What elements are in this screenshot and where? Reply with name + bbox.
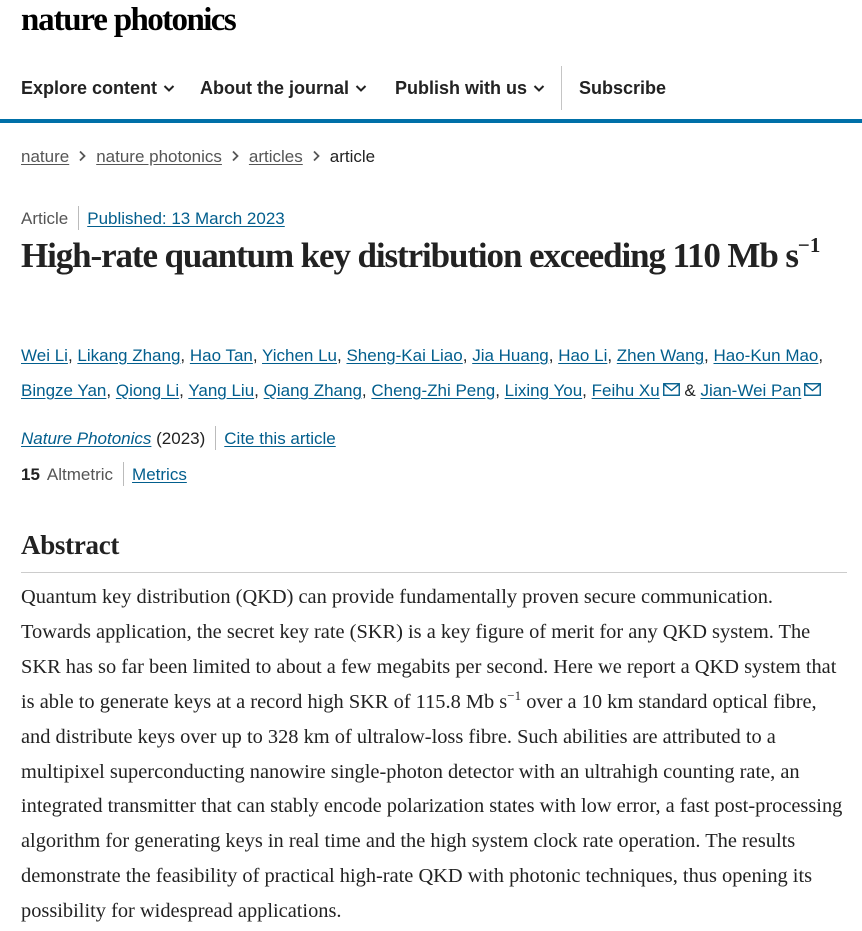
journal-link[interactable]: Nature Photonics xyxy=(21,429,152,448)
article-title-superscript: −1 xyxy=(797,233,821,257)
email-icon[interactable] xyxy=(804,383,821,396)
author-list: Wei Li, Likang Zhang, Hao Tan, Yichen Lu, Sheng-Kai Liao, Jia Huang, Hao Li, Zhen Wang, Hao-Kun Mao, Bingze Yan, Qiong Li, Yang Liu, Qiang Zhang, Cheng-Zhi Peng, Lixing You, Feihu Xu & Jian-Wei Pan xyxy=(21,346,824,400)
author-link[interactable]: Bingze Yan xyxy=(21,381,107,400)
meta-divider xyxy=(78,206,79,230)
author-link[interactable]: Cheng-Zhi Peng xyxy=(371,381,496,400)
author-link[interactable]: Wei Li xyxy=(21,346,68,365)
citation-line xyxy=(21,426,336,451)
publication-year: (2023) xyxy=(156,429,206,448)
abstract-text-part2: over a 10 km standard optical fibre, and distribute keys over up to 328 km of ultralow-loss fibre. Such abilities are attributed to a multipixel superconducting nanowire single-photon detector with an ultrahigh counting rate, an integrated transmitter that can stably encode polarization states with low error, a fast post-processing algorithm for generating keys in real time and the high system clock rate operation. The results demonstrate the feasibility of practical high-rate QKD with photonic techniques, thus opening its possibility for widespread applications. xyxy=(21,690,843,923)
author-link[interactable]: Zhen Wang xyxy=(616,346,705,365)
subscribe-link[interactable]: Subscribe xyxy=(579,78,667,98)
cite-article-link[interactable]: Cite this article xyxy=(224,429,336,448)
author-link[interactable]: Qiang Zhang xyxy=(263,381,362,400)
abstract-superscript: −1 xyxy=(507,687,522,703)
abstract-rule xyxy=(21,572,847,573)
metrics-link[interactable]: Metrics xyxy=(132,465,187,484)
article-title xyxy=(21,233,851,276)
altmetric-score: 15 xyxy=(21,465,40,484)
article-title-text: High-rate quantum key distribution exceeding 110 Mb s xyxy=(21,236,798,275)
logo-word-nature: nature xyxy=(21,2,107,38)
chevron-right-icon xyxy=(230,150,240,162)
author-conjunction: & xyxy=(684,381,696,400)
nav-about-journal[interactable] xyxy=(200,74,368,102)
breadcrumb-nature[interactable]: nature xyxy=(21,147,70,166)
author-link[interactable]: Jia Huang xyxy=(472,346,549,365)
breadcrumb-current: article xyxy=(329,147,376,166)
author-link[interactable]: Sheng-Kai Liao xyxy=(346,346,463,365)
article-meta xyxy=(21,206,285,231)
metrics-line xyxy=(21,462,187,487)
chevron-down-icon xyxy=(532,81,546,95)
breadcrumb-articles[interactable]: articles xyxy=(248,147,303,166)
abstract-text-part1: Quantum key distribution (QKD) can provide fundamentally proven secure communication. Towards application, the secret key rate (SKR) is a key figure of merit for any QKD system. The SKR has so far been limited to about a few megabits per second. Here we report a QKD system that is able to generate keys at a record high SKR of 115.8 Mb s xyxy=(21,586,837,713)
nav-accent-line xyxy=(0,119,862,123)
chevron-right-icon xyxy=(77,150,87,162)
author-link[interactable]: Lixing You xyxy=(504,381,583,400)
metrics-divider xyxy=(123,462,124,486)
abstract-text xyxy=(21,580,847,929)
logo-word-photonics: photonics xyxy=(113,2,236,38)
abstract-heading: Abstract xyxy=(21,530,120,560)
main-nav xyxy=(0,60,862,118)
nav-item-label: About the journal xyxy=(200,78,349,98)
author-link[interactable]: Jian-Wei Pan xyxy=(700,381,802,400)
breadcrumb-nature-photonics[interactable]: nature photonics xyxy=(96,147,222,166)
nav-publish-with-us[interactable] xyxy=(395,74,546,102)
author-link[interactable]: Likang Zhang xyxy=(77,346,181,365)
published-date-link[interactable]: Published: 13 March 2023 xyxy=(87,209,285,228)
author-link[interactable]: Hao Tan xyxy=(189,346,253,365)
altmetric-label: Altmetric xyxy=(46,465,114,484)
chevron-right-icon xyxy=(311,150,321,162)
author-link[interactable]: Hao Li xyxy=(558,346,608,365)
nav-item-label: Explore content xyxy=(21,78,158,98)
citation-divider xyxy=(215,426,216,450)
nav-divider xyxy=(561,66,562,110)
chevron-down-icon xyxy=(162,81,176,95)
author-link[interactable]: Yang Liu xyxy=(188,381,255,400)
chevron-down-icon xyxy=(354,81,368,95)
email-icon[interactable] xyxy=(663,383,680,396)
author-link[interactable]: Qiong Li xyxy=(115,381,180,400)
breadcrumb xyxy=(21,145,375,169)
nav-explore-content[interactable] xyxy=(21,74,176,102)
article-type: Article xyxy=(21,209,69,228)
nav-item-label: Publish with us xyxy=(395,78,528,98)
author-link[interactable]: Yichen Lu xyxy=(262,346,338,365)
author-link[interactable]: Feihu Xu xyxy=(591,381,660,400)
journal-logo[interactable] xyxy=(21,2,235,39)
author-link[interactable]: Hao-Kun Mao xyxy=(713,346,819,365)
